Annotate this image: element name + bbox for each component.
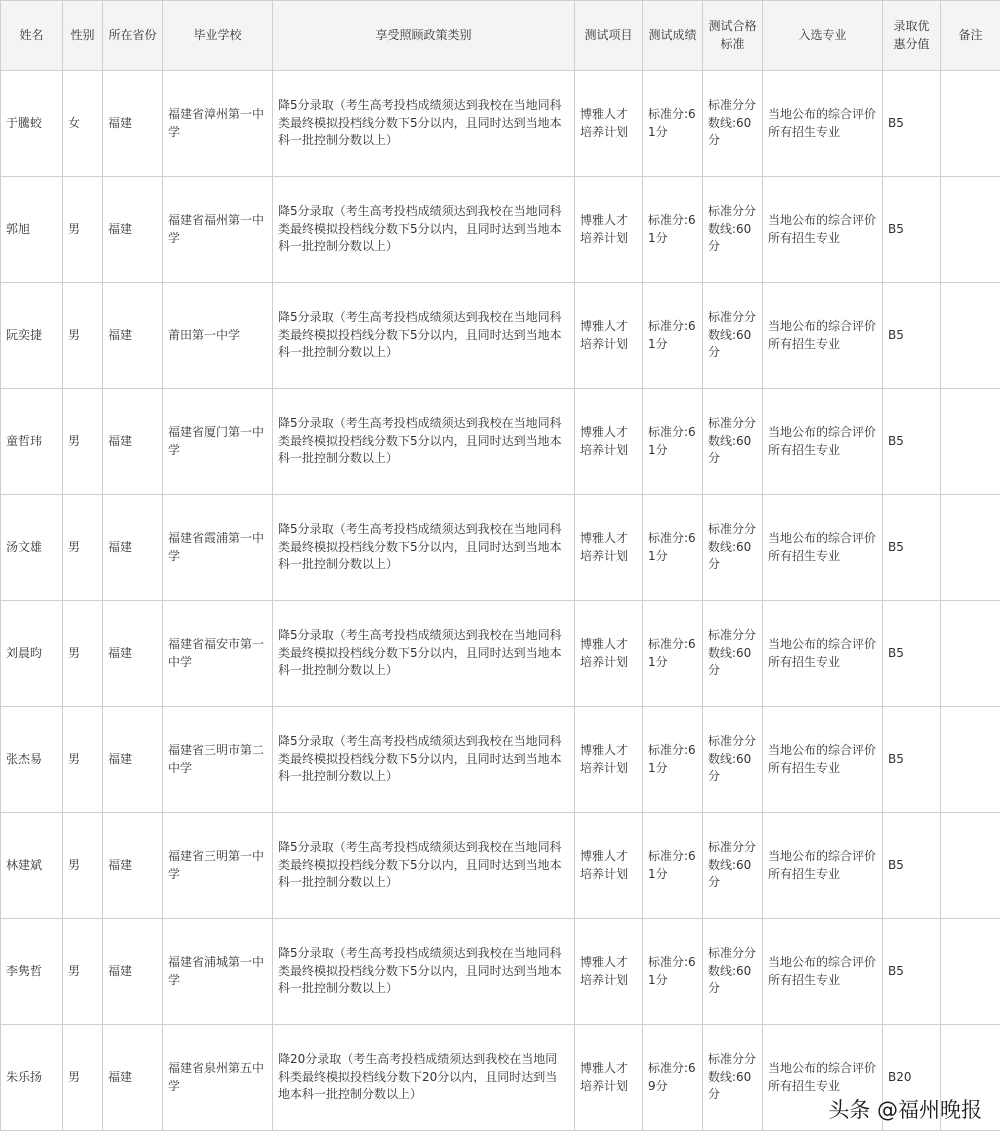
cell-school: 福建省浦城第一中学: [163, 919, 273, 1025]
cell-bonus: B5: [883, 177, 941, 283]
cell-standard: 标准分分数线:60分: [703, 601, 763, 707]
cell-province: 福建: [103, 813, 163, 919]
cell-score: 标准分:61分: [643, 495, 703, 601]
table-row: [1, 177, 1000, 283]
cell-score: 标准分:61分: [643, 601, 703, 707]
header-policy: 享受照顾政策类别: [273, 1, 575, 71]
cell-school: 福建省漳州第一中学: [163, 71, 273, 177]
header-test: 测试项目: [575, 1, 643, 71]
cell-name: 刘晨昀: [1, 601, 63, 707]
cell-major: 当地公布的综合评价所有招生专业: [763, 1025, 883, 1131]
cell-name: 张杰易: [1, 707, 63, 813]
header-standard: 测试合格标准: [703, 1, 763, 71]
cell-test: 博雅人才培养计划: [575, 389, 643, 495]
cell-test: 博雅人才培养计划: [575, 71, 643, 177]
cell-standard: 标准分分数线:60分: [703, 71, 763, 177]
cell-province: 福建: [103, 389, 163, 495]
table-row: [1, 813, 1000, 919]
cell-test: 博雅人才培养计划: [575, 601, 643, 707]
cell-major: 当地公布的综合评价所有招生专业: [763, 283, 883, 389]
cell-name: 于騰蛟: [1, 71, 63, 177]
cell-bonus: B20: [883, 1025, 941, 1131]
cell-remark: [941, 71, 1000, 177]
cell-score: 标准分:61分: [643, 707, 703, 813]
cell-gender: 男: [63, 813, 103, 919]
cell-standard: 标准分分数线:60分: [703, 283, 763, 389]
table-header-row: [1, 1, 1000, 71]
cell-test: 博雅人才培养计划: [575, 919, 643, 1025]
cell-remark: [941, 495, 1000, 601]
cell-school: 福建省厦门第一中学: [163, 389, 273, 495]
cell-remark: [941, 389, 1000, 495]
cell-test: 博雅人才培养计划: [575, 813, 643, 919]
cell-test: 博雅人才培养计划: [575, 495, 643, 601]
cell-name: 郭旭: [1, 177, 63, 283]
cell-school: 福建省三明市第二中学: [163, 707, 273, 813]
cell-name: 林建斌: [1, 813, 63, 919]
cell-remark: [941, 919, 1000, 1025]
cell-province: 福建: [103, 919, 163, 1025]
cell-gender: 男: [63, 919, 103, 1025]
cell-bonus: B5: [883, 813, 941, 919]
cell-school: 福建省三明第一中学: [163, 813, 273, 919]
source-credit: 头条 @福州晚报: [828, 1098, 982, 1122]
cell-major: 当地公布的综合评价所有招生专业: [763, 495, 883, 601]
cell-province: 福建: [103, 495, 163, 601]
cell-remark: [941, 707, 1000, 813]
cell-gender: 男: [63, 707, 103, 813]
cell-remark: [941, 813, 1000, 919]
table-row: [1, 71, 1000, 177]
cell-bonus: B5: [883, 389, 941, 495]
cell-score: 标准分:61分: [643, 283, 703, 389]
cell-province: 福建: [103, 1025, 163, 1131]
cell-name: 阮奕捷: [1, 283, 63, 389]
cell-bonus: B5: [883, 919, 941, 1025]
cell-standard: 标准分分数线:60分: [703, 495, 763, 601]
cell-score: 标准分:61分: [643, 389, 703, 495]
cell-remark: [941, 601, 1000, 707]
cell-name: 朱乐扬: [1, 1025, 63, 1131]
cell-province: 福建: [103, 707, 163, 813]
cell-gender: 女: [63, 71, 103, 177]
cell-test: 博雅人才培养计划: [575, 707, 643, 813]
cell-major: 当地公布的综合评价所有招生专业: [763, 601, 883, 707]
cell-test: 博雅人才培养计划: [575, 177, 643, 283]
table-row: [1, 495, 1000, 601]
cell-school: 福建省福安市第一中学: [163, 601, 273, 707]
cell-bonus: B5: [883, 601, 941, 707]
cell-bonus: B5: [883, 283, 941, 389]
cell-school: 莆田第一中学: [163, 283, 273, 389]
table-row: [1, 707, 1000, 813]
cell-policy: 降5分录取（考生高考投档成绩须达到我校在当地同科类最终模拟投档线分数下5分以内，且同时达到当地本科一批控制分数以上）: [273, 601, 575, 707]
table-row: [1, 601, 1000, 707]
cell-bonus: B5: [883, 707, 941, 813]
table-row: [1, 919, 1000, 1025]
cell-policy: 降5分录取（考生高考投档成绩须达到我校在当地同科类最终模拟投档线分数下5分以内，且同时达到当地本科一批控制分数以上）: [273, 813, 575, 919]
cell-score: 标准分:61分: [643, 813, 703, 919]
cell-policy: 降5分录取（考生高考投档成绩须达到我校在当地同科类最终模拟投档线分数下5分以内，且同时达到当地本科一批控制分数以上）: [273, 177, 575, 283]
cell-remark: [941, 177, 1000, 283]
cell-standard: 标准分分数线:60分: [703, 813, 763, 919]
cell-policy: 降20分录取（考生高考投档成绩须达到我校在当地同科类最终模拟投档线分数下20分以内，且同时达到当地本科一批控制分数以上）: [273, 1025, 575, 1131]
cell-province: 福建: [103, 601, 163, 707]
cell-gender: 男: [63, 601, 103, 707]
cell-gender: 男: [63, 389, 103, 495]
cell-bonus: B5: [883, 71, 941, 177]
cell-standard: 标准分分数线:60分: [703, 707, 763, 813]
cell-score: 标准分:61分: [643, 71, 703, 177]
cell-gender: 男: [63, 1025, 103, 1131]
header-major: 入选专业: [763, 1, 883, 71]
cell-major: 当地公布的综合评价所有招生专业: [763, 919, 883, 1025]
cell-gender: 男: [63, 283, 103, 389]
cell-school: 福建省霞浦第一中学: [163, 495, 273, 601]
cell-score: 标准分:61分: [643, 919, 703, 1025]
header-gender: 性别: [63, 1, 103, 71]
cell-bonus: B5: [883, 495, 941, 601]
cell-policy: 降5分录取（考生高考投档成绩须达到我校在当地同科类最终模拟投档线分数下5分以内，且同时达到当地本科一批控制分数以上）: [273, 71, 575, 177]
cell-province: 福建: [103, 71, 163, 177]
cell-score: 标准分:61分: [643, 177, 703, 283]
cell-major: 当地公布的综合评价所有招生专业: [763, 707, 883, 813]
cell-name: 李隽哲: [1, 919, 63, 1025]
cell-gender: 男: [63, 495, 103, 601]
header-remark: 备注: [941, 1, 1000, 71]
cell-policy: 降5分录取（考生高考投档成绩须达到我校在当地同科类最终模拟投档线分数下5分以内，且同时达到当地本科一批控制分数以上）: [273, 919, 575, 1025]
cell-school: 福建省泉州第五中学: [163, 1025, 273, 1131]
cell-gender: 男: [63, 177, 103, 283]
header-province: 所在省份: [103, 1, 163, 71]
header-score: 测试成绩: [643, 1, 703, 71]
cell-province: 福建: [103, 177, 163, 283]
header-bonus: 录取优惠分值: [883, 1, 941, 71]
header-school: 毕业学校: [163, 1, 273, 71]
cell-score: 标准分:69分: [643, 1025, 703, 1131]
cell-test: 博雅人才培养计划: [575, 1025, 643, 1131]
cell-standard: 标准分分数线:60分: [703, 919, 763, 1025]
cell-test: 博雅人才培养计划: [575, 283, 643, 389]
cell-major: 当地公布的综合评价所有招生专业: [763, 71, 883, 177]
cell-name: 童哲玮: [1, 389, 63, 495]
cell-major: 当地公布的综合评价所有招生专业: [763, 813, 883, 919]
cell-policy: 降5分录取（考生高考投档成绩须达到我校在当地同科类最终模拟投档线分数下5分以内，且同时达到当地本科一批控制分数以上）: [273, 283, 575, 389]
table-row: [1, 389, 1000, 495]
bottom-strip: [0, 1132, 1000, 1146]
cell-remark: [941, 283, 1000, 389]
table-row: [1, 283, 1000, 389]
cell-standard: 标准分分数线:60分: [703, 177, 763, 283]
cell-major: 当地公布的综合评价所有招生专业: [763, 177, 883, 283]
cell-standard: 标准分分数线:60分: [703, 1025, 763, 1131]
cell-name: 汤文雄: [1, 495, 63, 601]
cell-policy: 降5分录取（考生高考投档成绩须达到我校在当地同科类最终模拟投档线分数下5分以内，且同时达到当地本科一批控制分数以上）: [273, 389, 575, 495]
cell-province: 福建: [103, 283, 163, 389]
cell-school: 福建省福州第一中学: [163, 177, 273, 283]
cell-major: 当地公布的综合评价所有招生专业: [763, 389, 883, 495]
header-name: 姓名: [1, 1, 63, 71]
cell-standard: 标准分分数线:60分: [703, 389, 763, 495]
cell-policy: 降5分录取（考生高考投档成绩须达到我校在当地同科类最终模拟投档线分数下5分以内，且同时达到当地本科一批控制分数以上）: [273, 707, 575, 813]
cell-policy: 降5分录取（考生高考投档成绩须达到我校在当地同科类最终模拟投档线分数下5分以内，且同时达到当地本科一批控制分数以上）: [273, 495, 575, 601]
